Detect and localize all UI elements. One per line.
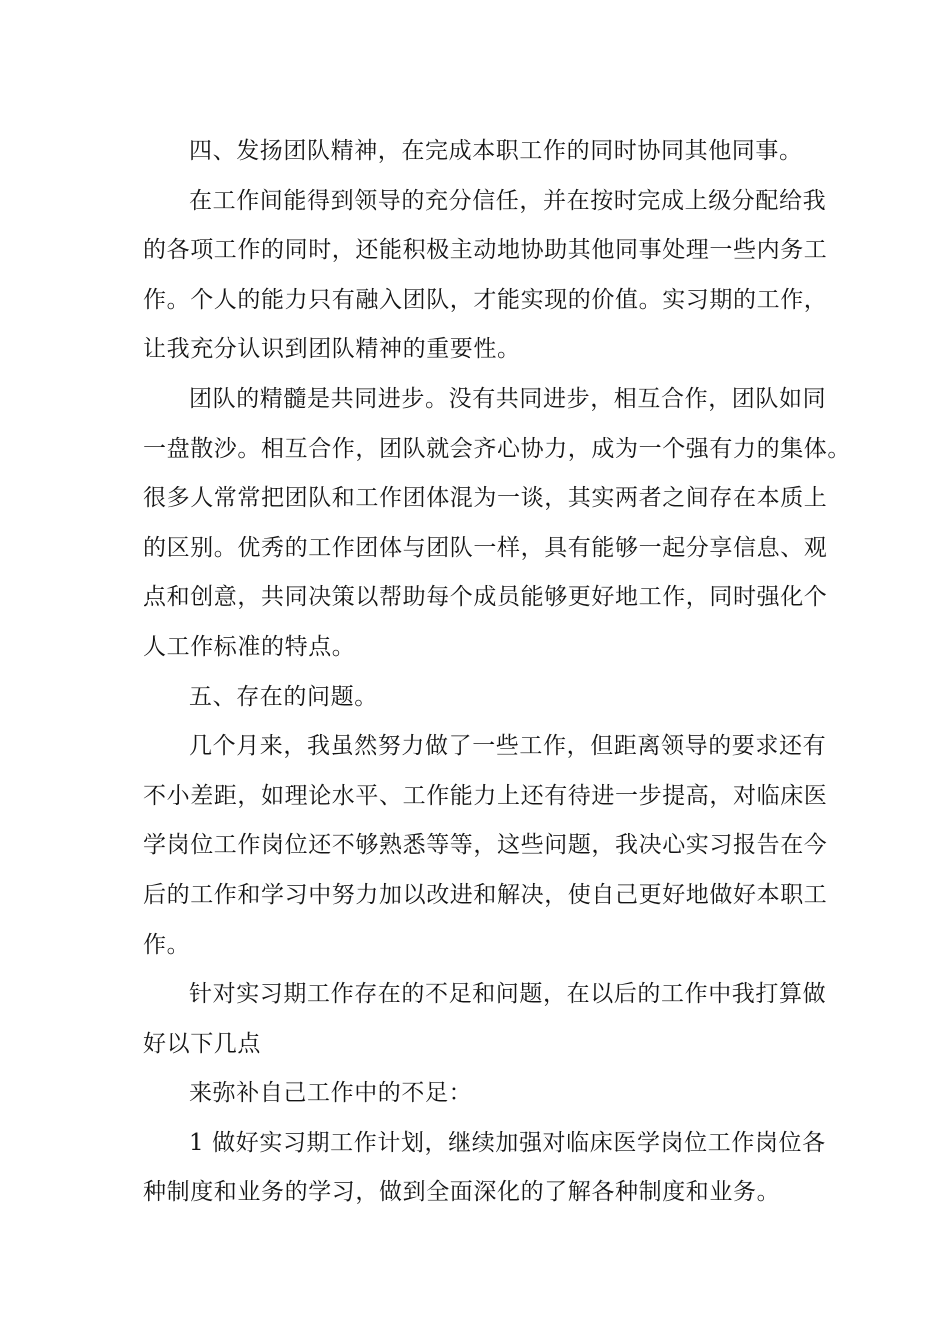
paragraph-line: 团队的精髓是共同进步。没有共同进步，相互合作，团队如同: [189, 385, 827, 412]
paragraph-line: 在工作间能得到领导的充分信任，并在按时完成上级分配给我: [189, 187, 827, 214]
paragraph-line: 几个月来，我虽然努力做了一些工作，但距离领导的要求还有: [189, 733, 827, 760]
paragraph-line: 让我充分认识到团队精神的重要性。: [143, 336, 521, 363]
paragraph-line: 针对实习期工作存在的不足和问题，在以后的工作中我打算做: [189, 981, 827, 1008]
paragraph-line: 很多人常常把团队和工作团体混为一谈，其实两者之间存在本质上: [143, 485, 828, 512]
heading-section-5: 五、存在的问题。: [189, 683, 378, 710]
heading-section-4: 四、发扬团队精神，在完成本职工作的同时协同其他同事。: [189, 138, 803, 164]
list-item-1: 1 做好实习期工作计划，继续加强对临床医学岗位工作岗位各: [189, 1129, 826, 1156]
paragraph-line: 不小差距，如理论水平、工作能力上还有待进一步提高，对临床医: [143, 782, 828, 809]
paragraph-line: 后的工作和学习中努力加以改进和解决，使自己更好地做好本职工: [143, 881, 828, 908]
paragraph-line: 作。: [143, 931, 191, 958]
paragraph-line: 作。个人的能力只有融入团队，才能实现的价值。实习期的工作，: [143, 286, 828, 313]
paragraph-line: 学岗位工作岗位还不够熟悉等等，这些问题，我决心实习报告在今: [143, 832, 828, 859]
paragraph-line: 好以下几点: [143, 1030, 261, 1057]
document-body: [143, 127, 851, 1218]
paragraph-line: 一盘散沙。相互合作，团队就会齐心协力，成为一个强有力的集体。: [143, 435, 851, 462]
paragraph-line: 的各项工作的同时，还能积极主动地协助其他同事处理一些内务工: [143, 237, 828, 264]
paragraph-line: 种制度和业务的学习，做到全面深化的了解各种制度和业务。: [143, 1179, 781, 1206]
paragraph-line: 来弥补自己工作中的不足：: [189, 1080, 473, 1107]
paragraph-line: 点和创意，共同决策以帮助每个成员能够更好地工作，同时强化个: [143, 584, 828, 611]
paragraph-line: 人工作标准的特点。: [143, 633, 356, 660]
paragraph-line: 的区别。优秀的工作团体与团队一样，具有能够一起分享信息、观: [143, 534, 828, 561]
